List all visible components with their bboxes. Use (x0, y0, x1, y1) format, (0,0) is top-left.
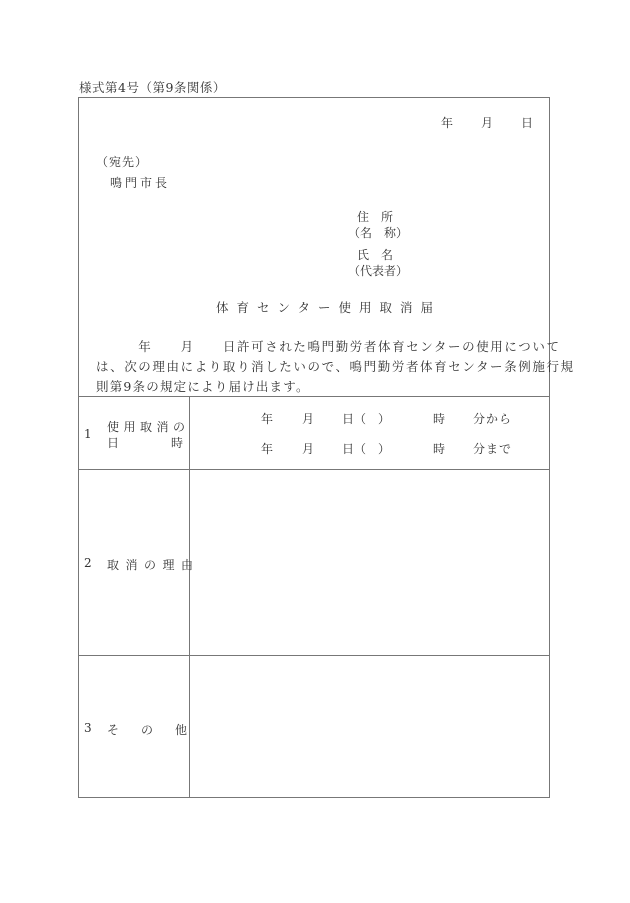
org-name-label: （名 称） (348, 226, 409, 240)
intro-line-2: は、次の理由により取り消したいので、鳴門勤労者体育センター条例施行規 (96, 359, 575, 374)
date-day-label: 日 (521, 116, 534, 130)
row-divider-1 (78, 469, 550, 470)
form-caption: 様式第4号（第9条関係） (79, 80, 226, 95)
to-minute-label: 分まで (473, 442, 513, 456)
row-1-label-line2-left: 日 (107, 436, 120, 450)
name-label: 氏 名 (357, 248, 394, 262)
table-top-border (78, 396, 550, 397)
row-3-label: その他 (107, 723, 210, 737)
from-month-label: 月 (302, 412, 315, 426)
representative-label: （代表者） (348, 264, 409, 278)
other-field[interactable] (191, 657, 549, 797)
row-2-label: 取消の理由 (107, 558, 200, 572)
from-year-label: 年 (261, 412, 274, 426)
reason-field[interactable] (191, 471, 549, 654)
to-year-label: 年 (261, 442, 274, 456)
address-label: 住 所 (357, 210, 394, 224)
from-minute-label: 分から (473, 412, 513, 426)
date-month-label: 月 (481, 116, 494, 130)
row-1-label-line1: 使用取消の (107, 420, 190, 434)
document-title: 体育センター使用取消届 (216, 300, 442, 315)
date-year-label: 年 (441, 116, 454, 130)
intro-line-1: 年 月 日許可された鳴門勤労者体育センターの使用について (96, 339, 561, 354)
row-1-number: 1 (84, 427, 92, 441)
row-2-number: 2 (84, 556, 92, 570)
row-divider-2 (78, 655, 550, 656)
to-month-label: 月 (302, 442, 315, 456)
row-1-label-line2-right: 時 (171, 436, 184, 450)
row-3-number: 3 (84, 721, 92, 735)
to-hour-label: 時 (433, 442, 446, 456)
from-hour-label: 時 (433, 412, 446, 426)
addressee-label: （宛先） (96, 155, 149, 169)
addressee-name: 鳴門市長 (110, 176, 171, 190)
to-day-label: 日（ ） (342, 442, 391, 456)
intro-line-3: 則第9条の規定により届け出ます。 (96, 379, 310, 394)
from-day-label: 日（ ） (342, 412, 391, 426)
